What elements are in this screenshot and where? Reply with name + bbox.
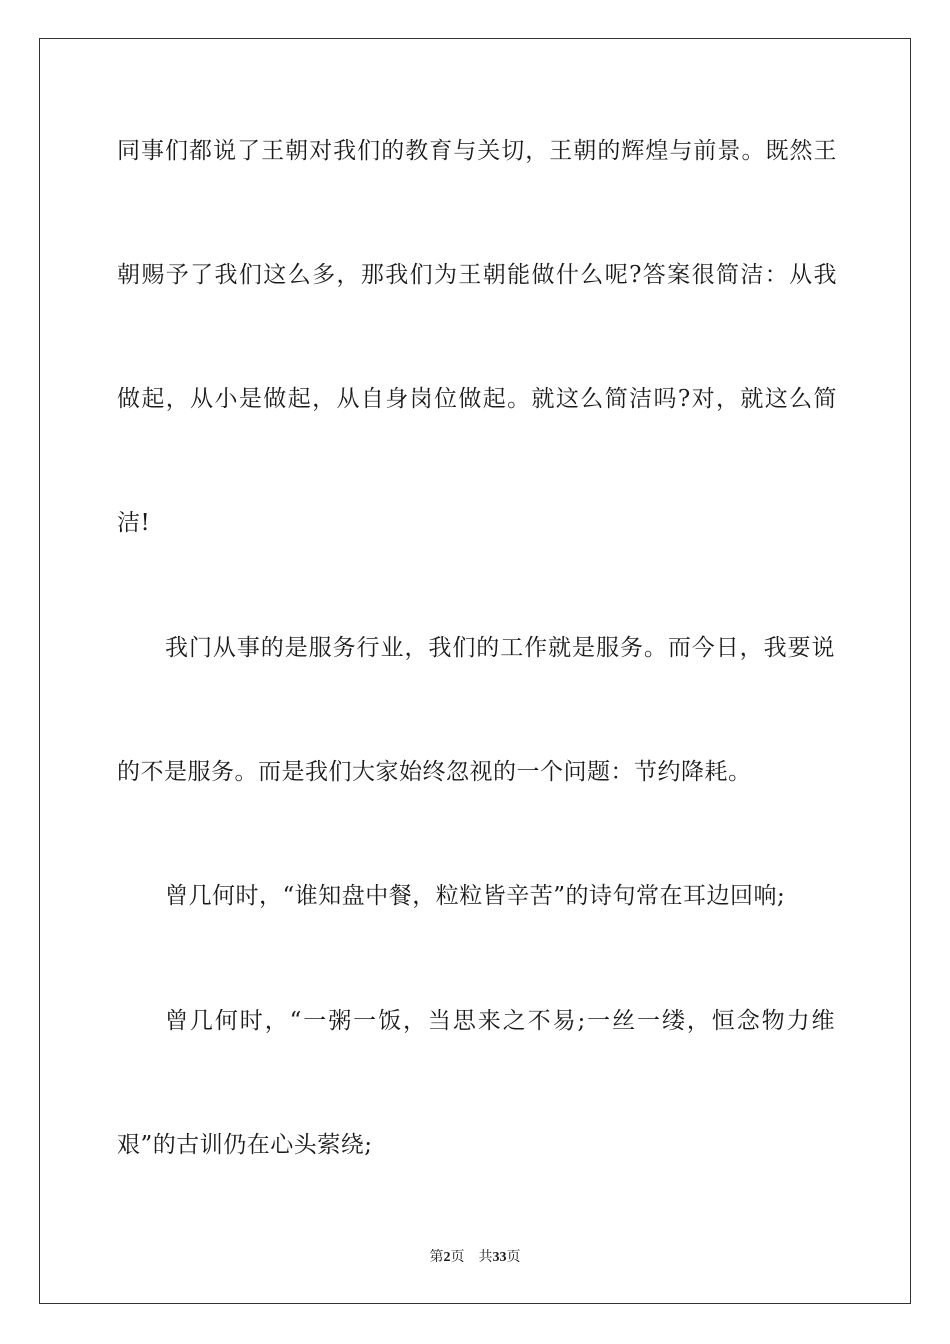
body-text-line: 艰”的古训仍在心头萦绕; — [117, 1132, 373, 1158]
total-prefix: 共 — [478, 1249, 493, 1265]
body-text-line: 的不是服务。而是我们大家始终忽视的一个问题：节约降耗。 — [117, 759, 752, 785]
paragraph-first-line: 曾几何时，“谁知盘中餐，粒粒皆辛苦”的诗句常在耳边回响; — [165, 883, 786, 909]
body-text-line: 朝赐予了我们这么多，那我们为王朝能做什么呢?答案很简洁：从我 — [117, 262, 837, 288]
paragraph-first-line: 我门从事的是服务行业，我们的工作就是服务。而今日，我要说 — [165, 635, 835, 661]
page-border — [39, 38, 911, 1304]
page-number-footer — [0, 1248, 950, 1267]
current-page-number: 2 — [443, 1250, 451, 1265]
total-page-count: 33 — [492, 1250, 507, 1265]
body-text-line: 同事们都说了王朝对我们的教育与关切，王朝的辉煌与前景。既然王 — [117, 138, 837, 164]
page-prefix: 第 — [429, 1249, 444, 1265]
page-suffix: 页 — [450, 1249, 465, 1265]
body-text-line: 做起，从小是做起，从自身岗位做起。就这么简洁吗?对，就这么简 — [117, 386, 837, 412]
body-text-line: 洁! — [117, 510, 151, 536]
paragraph-first-line: 曾几何时，“一粥一饭，当思来之不易;一丝一缕，恒念物力维 — [165, 1008, 835, 1034]
total-suffix: 页 — [506, 1249, 521, 1265]
